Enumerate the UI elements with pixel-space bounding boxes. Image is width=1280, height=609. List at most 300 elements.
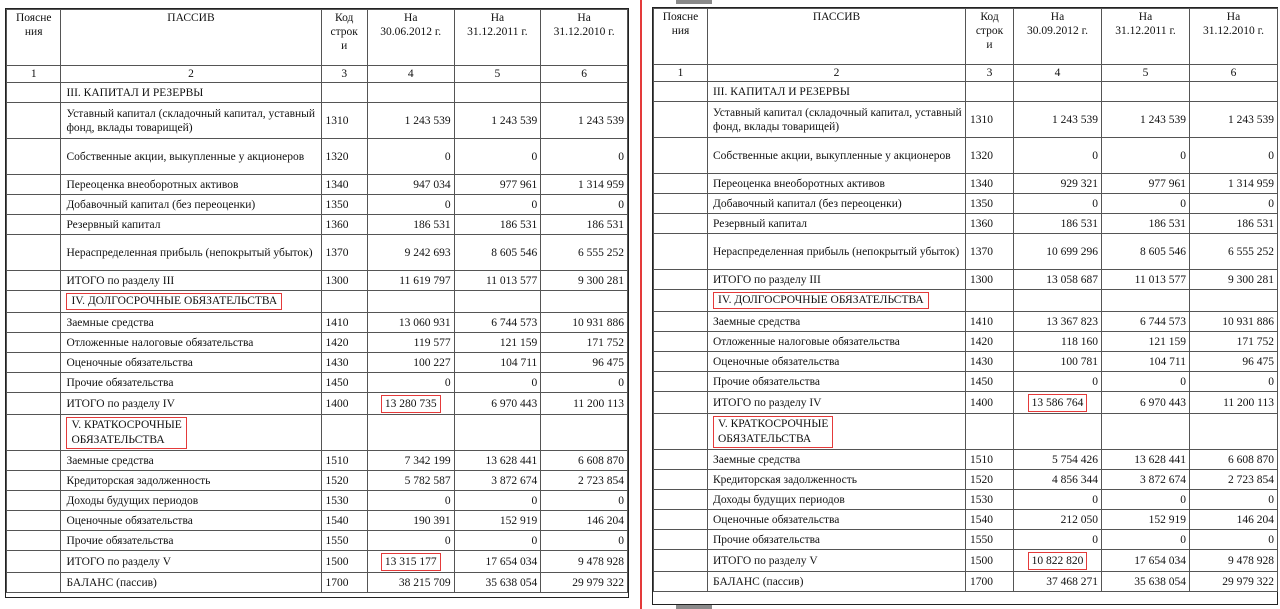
header-row [654, 9, 1278, 65]
value-current: 118 160 [1014, 332, 1102, 352]
table-row [7, 451, 628, 471]
explanation-cell [654, 82, 708, 102]
date-prev2-header: На 31.12.2010 г. [541, 10, 628, 66]
value-prev: 6 970 443 [1102, 392, 1190, 414]
value-prev2: 29 979 322 [541, 573, 628, 593]
explanation-cell [654, 138, 708, 174]
explanation-cell [654, 234, 708, 270]
row-code: 1310 [321, 103, 367, 139]
value-cell [1102, 290, 1190, 312]
row-code: 1500 [321, 551, 367, 573]
row-code: 1340 [966, 174, 1014, 194]
code-cell [321, 415, 367, 451]
row-code: 1540 [321, 511, 367, 531]
col-num: 6 [541, 66, 628, 83]
value-current: 0 [1014, 194, 1102, 214]
value-prev: 186 531 [454, 215, 541, 235]
value-current: 5 754 426 [1014, 450, 1102, 470]
row-code: 1350 [321, 195, 367, 215]
value-current: 1 243 539 [1014, 102, 1102, 138]
explanation-cell [7, 511, 61, 531]
value-current: 7 342 199 [367, 451, 454, 471]
row-label: ИТОГО по разделу V [61, 551, 321, 573]
row-label: Прочие обязательства [61, 531, 321, 551]
highlighted-total: 10 822 820 [1028, 552, 1088, 570]
value-prev2: 96 475 [1190, 352, 1278, 372]
row-label: БАЛАНС (пассив) [708, 572, 966, 592]
value-prev: 186 531 [1102, 214, 1190, 234]
row-label: ИТОГО по разделу IV [61, 393, 321, 415]
value-current: 186 531 [1014, 214, 1102, 234]
value-prev2: 9 478 928 [1190, 550, 1278, 572]
row-code: 1520 [321, 471, 367, 491]
row-label: Уставный капитал (складочный капитал, уставный фонд, вклады товарищей) [61, 103, 321, 139]
row-code: 1300 [966, 270, 1014, 290]
value-cell [1102, 414, 1190, 450]
value-prev2: 0 [541, 491, 628, 511]
col-num: 6 [1190, 65, 1278, 82]
value-current: 186 531 [367, 215, 454, 235]
row-code: 1400 [321, 393, 367, 415]
explanation-cell [7, 271, 61, 291]
row-label: Добавочный капитал (без переоценки) [61, 195, 321, 215]
value-current: 947 034 [367, 175, 454, 195]
table-row [654, 312, 1278, 332]
value-current: 5 782 587 [367, 471, 454, 491]
row-label: Уставный капитал (складочный капитал, уставный фонд, вклады товарищей) [708, 102, 966, 138]
row-label: Заемные средства [61, 451, 321, 471]
value-cell [1190, 82, 1278, 102]
col-num: 1 [654, 65, 708, 82]
value-prev: 35 638 054 [454, 573, 541, 593]
code-cell [321, 83, 367, 103]
value-current [367, 551, 454, 573]
row-label: Отложенные налоговые обязательства [61, 333, 321, 353]
value-cell [454, 83, 541, 103]
value-prev: 6 744 573 [454, 313, 541, 333]
code-cell [966, 82, 1014, 102]
row-code: 1370 [966, 234, 1014, 270]
value-prev2: 1 314 959 [1190, 174, 1278, 194]
table-row [654, 270, 1278, 290]
value-current: 0 [367, 373, 454, 393]
value-current: 11 619 797 [367, 271, 454, 291]
row-code: 1530 [321, 491, 367, 511]
value-current: 0 [1014, 530, 1102, 550]
table-row [7, 531, 628, 551]
row-code: 1530 [966, 490, 1014, 510]
value-prev: 977 961 [454, 175, 541, 195]
section-header-row [654, 290, 1278, 312]
value-cell [367, 291, 454, 313]
row-label: ИТОГО по разделу III [61, 271, 321, 291]
value-prev2: 0 [1190, 194, 1278, 214]
value-prev: 1 243 539 [454, 103, 541, 139]
explanation-cell [654, 102, 708, 138]
value-cell [367, 415, 454, 451]
col-num: 4 [367, 66, 454, 83]
explanation-cell [654, 332, 708, 352]
value-prev: 104 711 [454, 353, 541, 373]
row-code: 1370 [321, 235, 367, 271]
value-prev2: 6 555 252 [1190, 234, 1278, 270]
value-prev: 0 [454, 373, 541, 393]
value-prev2: 10 931 886 [541, 313, 628, 333]
col-num: 4 [1014, 65, 1102, 82]
table-row [654, 510, 1278, 530]
row-label: Заемные средства [61, 313, 321, 333]
value-current: 37 468 271 [1014, 572, 1102, 592]
value-prev2: 2 723 854 [541, 471, 628, 491]
value-cell [1102, 82, 1190, 102]
value-current: 4 856 344 [1014, 470, 1102, 490]
date-current-header: На 30.06.2012 г. [367, 10, 454, 66]
explanation-cell [654, 510, 708, 530]
value-prev: 35 638 054 [1102, 572, 1190, 592]
value-current: 13 058 687 [1014, 270, 1102, 290]
value-current: 13 367 823 [1014, 312, 1102, 332]
row-code: 1700 [321, 573, 367, 593]
row-code: 1450 [966, 372, 1014, 392]
value-cell [367, 83, 454, 103]
code-header: Код строк и [966, 9, 1014, 65]
value-prev2: 11 200 113 [541, 393, 628, 415]
row-label: Доходы будущих периодов [61, 491, 321, 511]
liabilities-header: ПАССИВ [61, 10, 321, 66]
col-num: 3 [321, 66, 367, 83]
row-code: 1340 [321, 175, 367, 195]
row-label: БАЛАНС (пассив) [61, 573, 321, 593]
explanation-cell [654, 312, 708, 332]
section-title-cell [708, 82, 966, 102]
explanation-cell [7, 83, 61, 103]
explanation-cell [7, 393, 61, 415]
explanation-cell [654, 450, 708, 470]
explanation-cell [654, 414, 708, 450]
row-code: 1430 [966, 352, 1014, 372]
value-current: 38 215 709 [367, 573, 454, 593]
explanation-cell [7, 531, 61, 551]
value-current: 13 060 931 [367, 313, 454, 333]
table-row [654, 174, 1278, 194]
value-prev2: 6 608 870 [1190, 450, 1278, 470]
highlighted-total: 13 586 764 [1028, 394, 1088, 412]
row-label: Прочие обязательства [708, 530, 966, 550]
table-row [7, 103, 628, 139]
value-prev2: 10 931 886 [1190, 312, 1278, 332]
table-row [7, 195, 628, 215]
section-title-cell [61, 83, 321, 103]
row-code: 1410 [321, 313, 367, 333]
value-current: 0 [367, 139, 454, 175]
value-prev: 0 [1102, 490, 1190, 510]
value-prev: 0 [454, 531, 541, 551]
value-current [1014, 392, 1102, 414]
value-prev2: 29 979 322 [1190, 572, 1278, 592]
value-prev: 11 013 577 [1102, 270, 1190, 290]
value-prev: 6 744 573 [1102, 312, 1190, 332]
col-num: 2 [708, 65, 966, 82]
explanation-cell [7, 415, 61, 451]
value-cell [1014, 414, 1102, 450]
value-current: 0 [1014, 372, 1102, 392]
section-title: IV. ДОЛГОСРОЧНЫЕ ОБЯЗАТЕЛЬСТВА [66, 293, 282, 310]
date-prev2-header: На 31.12.2010 г. [1190, 9, 1278, 65]
value-current: 0 [1014, 138, 1102, 174]
explanation-cell [7, 175, 61, 195]
value-current: 100 781 [1014, 352, 1102, 372]
value-prev2: 96 475 [541, 353, 628, 373]
col-num: 2 [61, 66, 321, 83]
value-prev: 8 605 546 [454, 235, 541, 271]
explanation-cell [7, 215, 61, 235]
row-label: Оценочные обязательства [708, 510, 966, 530]
value-prev: 6 970 443 [454, 393, 541, 415]
row-code: 1450 [321, 373, 367, 393]
section-title-cell [61, 415, 321, 451]
value-current: 190 391 [367, 511, 454, 531]
row-label: Нераспределенная прибыль (непокрытый убыток) [708, 234, 966, 270]
value-prev2: 9 300 281 [1190, 270, 1278, 290]
explanation-cell [7, 471, 61, 491]
header-row [7, 10, 628, 66]
explanation-cell [654, 194, 708, 214]
highlighted-total: 13 315 177 [381, 553, 441, 571]
value-prev: 3 872 674 [454, 471, 541, 491]
section-header-row [7, 415, 628, 451]
table-row [7, 393, 628, 415]
row-label: Собственные акции, выкупленные у акционеров [708, 138, 966, 174]
explanation-cell [7, 235, 61, 271]
value-prev: 104 711 [1102, 352, 1190, 372]
row-code: 1430 [321, 353, 367, 373]
row-code: 1550 [966, 530, 1014, 550]
value-prev: 11 013 577 [454, 271, 541, 291]
explanation-cell [654, 530, 708, 550]
column-numbers-row [654, 65, 1278, 82]
row-code: 1420 [321, 333, 367, 353]
row-label: Оценочные обязательства [708, 352, 966, 372]
value-prev2: 0 [1190, 490, 1278, 510]
explanation-cell [7, 195, 61, 215]
table-row [7, 511, 628, 531]
value-prev: 121 159 [1102, 332, 1190, 352]
table-row [654, 470, 1278, 490]
explanation-cell [654, 490, 708, 510]
value-cell [541, 291, 628, 313]
value-prev2: 146 204 [1190, 510, 1278, 530]
section-title: V. КРАТКОСРОЧНЫЕ ОБЯЗАТЕЛЬСТВА [713, 416, 833, 448]
table-row [7, 353, 628, 373]
explanation-cell [654, 550, 708, 572]
value-prev2: 1 314 959 [541, 175, 628, 195]
code-cell [966, 290, 1014, 312]
section-header-row [7, 291, 628, 313]
explanation-cell [654, 572, 708, 592]
row-label: ИТОГО по разделу III [708, 270, 966, 290]
value-prev2: 1 243 539 [1190, 102, 1278, 138]
value-prev2: 0 [1190, 372, 1278, 392]
table-row [654, 572, 1278, 592]
row-label: Нераспределенная прибыль (непокрытый убыток) [61, 235, 321, 271]
table-row [7, 215, 628, 235]
value-cell [541, 83, 628, 103]
col-num: 1 [7, 66, 61, 83]
explanation-cell [7, 573, 61, 593]
explanation-cell [654, 470, 708, 490]
value-prev2: 0 [1190, 138, 1278, 174]
table-row [654, 550, 1278, 572]
liabilities-table-right [653, 8, 1278, 592]
table-row [654, 234, 1278, 270]
value-prev2: 146 204 [541, 511, 628, 531]
table-row [654, 194, 1278, 214]
row-code: 1400 [966, 392, 1014, 414]
highlighted-total: 13 280 735 [381, 395, 441, 413]
section-header-row [7, 83, 628, 103]
value-current: 0 [367, 491, 454, 511]
code-cell [321, 291, 367, 313]
date-prev-header: На 31.12.2011 г. [1102, 9, 1190, 65]
explanation-cell [654, 352, 708, 372]
value-prev2: 6 608 870 [541, 451, 628, 471]
section-title: III. КАПИТАЛ И РЕЗЕРВЫ [66, 86, 204, 99]
value-prev: 0 [454, 195, 541, 215]
value-prev2: 6 555 252 [541, 235, 628, 271]
table-row [7, 491, 628, 511]
section-title: V. КРАТКОСРОЧНЫЕ ОБЯЗАТЕЛЬСТВА [66, 417, 186, 449]
value-prev: 977 961 [1102, 174, 1190, 194]
row-label: Кредиторская задолженность [708, 470, 966, 490]
balance-sheet-left [5, 8, 629, 598]
explanation-cell [7, 373, 61, 393]
row-label: Оценочные обязательства [61, 353, 321, 373]
value-prev: 1 243 539 [1102, 102, 1190, 138]
explanation-cell [654, 372, 708, 392]
value-cell [454, 291, 541, 313]
value-current: 1 243 539 [367, 103, 454, 139]
row-label: Переоценка внеоборотных активов [708, 174, 966, 194]
explanation-cell [654, 290, 708, 312]
explanation-header: Поясне ния [7, 10, 61, 66]
row-label: Оценочные обязательства [61, 511, 321, 531]
balance-sheet-right [652, 7, 1278, 605]
value-current: 212 050 [1014, 510, 1102, 530]
explanation-cell [654, 270, 708, 290]
row-label: Резервный капитал [61, 215, 321, 235]
row-code: 1320 [966, 138, 1014, 174]
table-row [654, 352, 1278, 372]
section-title-cell [708, 290, 966, 312]
value-prev2: 0 [541, 139, 628, 175]
value-prev2: 186 531 [1190, 214, 1278, 234]
row-code: 1510 [966, 450, 1014, 470]
value-prev: 0 [1102, 530, 1190, 550]
table-row [7, 573, 628, 593]
value-prev2: 9 478 928 [541, 551, 628, 573]
section-title-cell [61, 291, 321, 313]
table-row [7, 373, 628, 393]
scroll-tab-top [676, 0, 712, 4]
table-row [654, 214, 1278, 234]
row-code: 1310 [966, 102, 1014, 138]
value-cell [1190, 290, 1278, 312]
table-row [7, 333, 628, 353]
row-label: Заемные средства [708, 450, 966, 470]
value-prev2: 186 531 [541, 215, 628, 235]
row-code: 1360 [321, 215, 367, 235]
row-code: 1500 [966, 550, 1014, 572]
value-prev2: 1 243 539 [541, 103, 628, 139]
table-row [654, 332, 1278, 352]
col-num: 3 [966, 65, 1014, 82]
value-prev: 152 919 [454, 511, 541, 531]
table-row [7, 551, 628, 573]
value-prev: 17 654 034 [454, 551, 541, 573]
value-prev2: 2 723 854 [1190, 470, 1278, 490]
explanation-cell [7, 103, 61, 139]
value-prev: 0 [1102, 194, 1190, 214]
value-current: 0 [1014, 490, 1102, 510]
explanation-cell [7, 353, 61, 373]
table-row [654, 138, 1278, 174]
section-title: IV. ДОЛГОСРОЧНЫЕ ОБЯЗАТЕЛЬСТВА [713, 292, 929, 309]
value-current: 9 242 693 [367, 235, 454, 271]
row-code: 1520 [966, 470, 1014, 490]
row-code: 1360 [966, 214, 1014, 234]
value-current: 10 699 296 [1014, 234, 1102, 270]
scroll-tab-bottom [676, 605, 712, 609]
explanation-cell [654, 392, 708, 414]
row-label: Заемные средства [708, 312, 966, 332]
section-title: III. КАПИТАЛ И РЕЗЕРВЫ [713, 85, 850, 98]
row-code: 1300 [321, 271, 367, 291]
table-row [7, 235, 628, 271]
row-code: 1550 [321, 531, 367, 551]
explanation-cell [7, 551, 61, 573]
table-row [7, 313, 628, 333]
value-prev2: 11 200 113 [1190, 392, 1278, 414]
table-row [654, 450, 1278, 470]
value-cell [1014, 290, 1102, 312]
row-code: 1420 [966, 332, 1014, 352]
value-prev: 0 [1102, 372, 1190, 392]
value-prev: 121 159 [454, 333, 541, 353]
value-prev: 0 [1102, 138, 1190, 174]
value-current: 929 321 [1014, 174, 1102, 194]
col-num: 5 [454, 66, 541, 83]
explanation-cell [7, 139, 61, 175]
value-prev2: 171 752 [541, 333, 628, 353]
row-code: 1410 [966, 312, 1014, 332]
value-current [367, 393, 454, 415]
value-prev: 13 628 441 [1102, 450, 1190, 470]
col-num: 5 [1102, 65, 1190, 82]
row-label: Переоценка внеоборотных активов [61, 175, 321, 195]
value-cell [454, 415, 541, 451]
value-current: 100 227 [367, 353, 454, 373]
code-header: Код строк и [321, 10, 367, 66]
value-prev: 13 628 441 [454, 451, 541, 471]
table-row [654, 490, 1278, 510]
column-numbers-row [7, 66, 628, 83]
value-cell [1014, 82, 1102, 102]
row-label: Резервный капитал [708, 214, 966, 234]
row-label: Добавочный капитал (без переоценки) [708, 194, 966, 214]
value-prev: 8 605 546 [1102, 234, 1190, 270]
explanation-cell [654, 214, 708, 234]
row-label: Прочие обязательства [61, 373, 321, 393]
